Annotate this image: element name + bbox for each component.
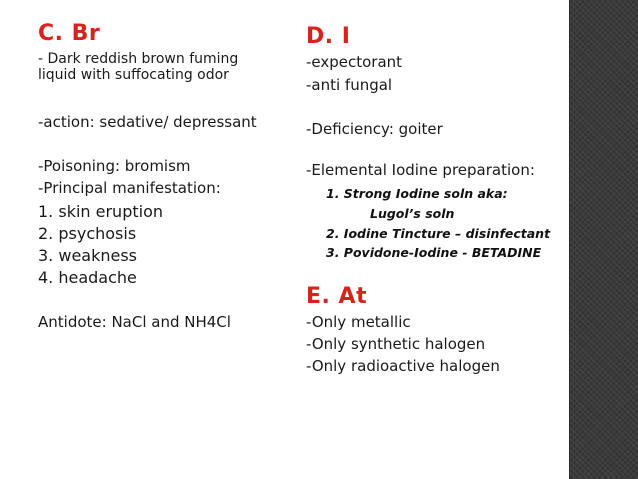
manifestation-item: 1. skin eruption	[38, 202, 163, 221]
astatine-item: -Only radioactive halogen	[306, 357, 500, 375]
iodine-prep-item: 1. Strong Iodine soln aka:	[326, 186, 508, 201]
iodine-elemental-preparation: -Elemental Iodine preparation:	[306, 161, 535, 179]
iodine-prep-item: Lugol’s soln	[370, 206, 455, 221]
bromine-antidote: Antidote: NaCl and NH4Cl	[38, 313, 231, 331]
astatine-item: -Only metallic	[306, 313, 411, 331]
heading-iodine: D. I	[306, 24, 351, 49]
iodine-prep-item: 2. Iodine Tincture – disinfectant	[326, 226, 551, 241]
manifestation-item: 3. weakness	[38, 246, 138, 265]
bromine-description-line-1: - Dark reddish brown fuming	[38, 51, 239, 67]
manifestation-item: 4. headache	[38, 268, 137, 287]
bromine-poisoning: -Poisoning: bromism	[38, 157, 191, 175]
astatine-item: -Only synthetic halogen	[306, 335, 486, 353]
manifestation-item: 2. psychosis	[38, 224, 137, 243]
iodine-prep-item: 3. Povidone-Iodine - BETADINE	[326, 245, 542, 260]
decorative-side-strip	[569, 0, 638, 479]
iodine-deficiency: -Deficiency: goiter	[306, 120, 443, 138]
bromine-principal-manifestation: -Principal manifestation:	[38, 179, 221, 197]
heading-astatine: E. At	[306, 284, 368, 309]
iodine-expectorant: -expectorant	[306, 53, 403, 71]
bromine-description-line-2: liquid with suffocating odor	[38, 67, 229, 83]
heading-bromine: C. Br	[38, 21, 101, 46]
iodine-antifungal: -anti fungal	[306, 76, 393, 94]
bromine-action: -action: sedative/ depressant	[38, 113, 257, 131]
